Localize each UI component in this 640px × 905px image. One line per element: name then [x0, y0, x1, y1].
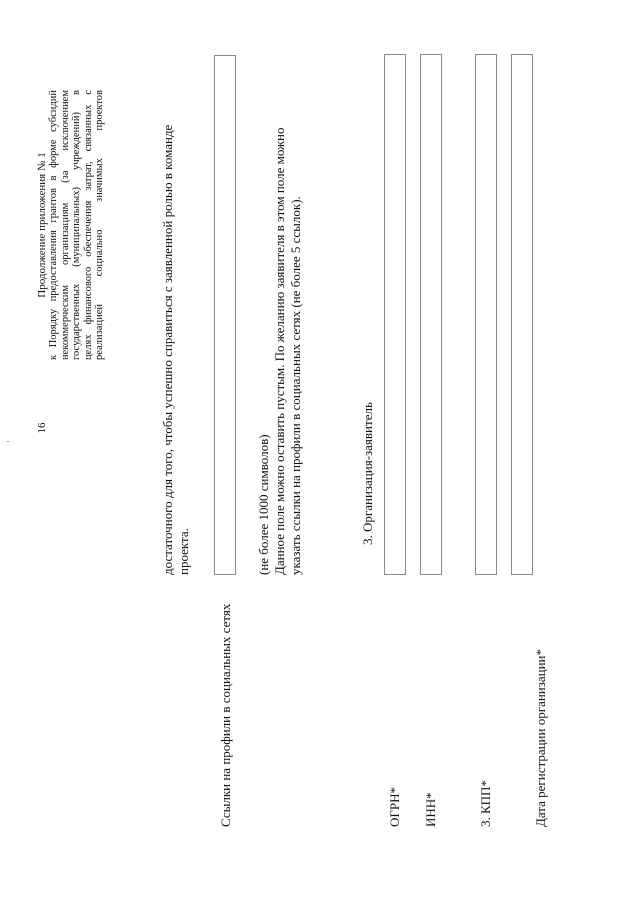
- ogrn-label: ОГРН*: [387, 786, 402, 827]
- registration-date-label: Дата регистрации организации*: [533, 648, 548, 827]
- social-links-label: Ссылки на профили в социальных сетях: [218, 603, 233, 827]
- annex-reference: [48, 90, 106, 360]
- annex-line: реализацией социально значимых проектов: [94, 90, 106, 360]
- continuation-line: проекта.: [176, 528, 191, 575]
- hint-line: указать ссылки на профили в социальных сетях (не более 5 ссылок).: [288, 196, 303, 575]
- annex-line: целях финансового обеспечения затрат, связанных с: [82, 90, 94, 360]
- scan-speck: [7, 441, 9, 442]
- continuation-text: [160, 20, 192, 575]
- annex-line: государственных (муниципальных) учреждений) в: [71, 90, 83, 360]
- kpp-label: 3. КПП*: [478, 780, 493, 827]
- section-title: 3. Организация-заявитель: [360, 402, 375, 545]
- ogrn-field[interactable]: [384, 54, 406, 575]
- annex-title: Продолжение приложения № 1: [36, 152, 48, 298]
- kpp-field[interactable]: [475, 54, 497, 575]
- registration-date-field[interactable]: [511, 54, 533, 575]
- inn-field[interactable]: [420, 54, 442, 575]
- page-number: 16: [36, 422, 48, 434]
- social-links-hint: [256, 15, 304, 575]
- inn-label: ИНН*: [423, 792, 438, 827]
- hint-line: Данное поле можно оставить пустым. По желанию заявителя в этом поле можно: [272, 127, 287, 575]
- continuation-line: достаточного для того, чтобы успешно справиться с заявленной ролью в команде: [160, 124, 175, 575]
- char-limit-note: (не более 1000 символов): [256, 434, 271, 575]
- annex-line: к Порядку предоставления грантов в форме субсидий: [48, 90, 59, 360]
- annex-line: некоммерческим организациям (за исключением: [59, 90, 71, 360]
- social-links-field[interactable]: [214, 55, 236, 575]
